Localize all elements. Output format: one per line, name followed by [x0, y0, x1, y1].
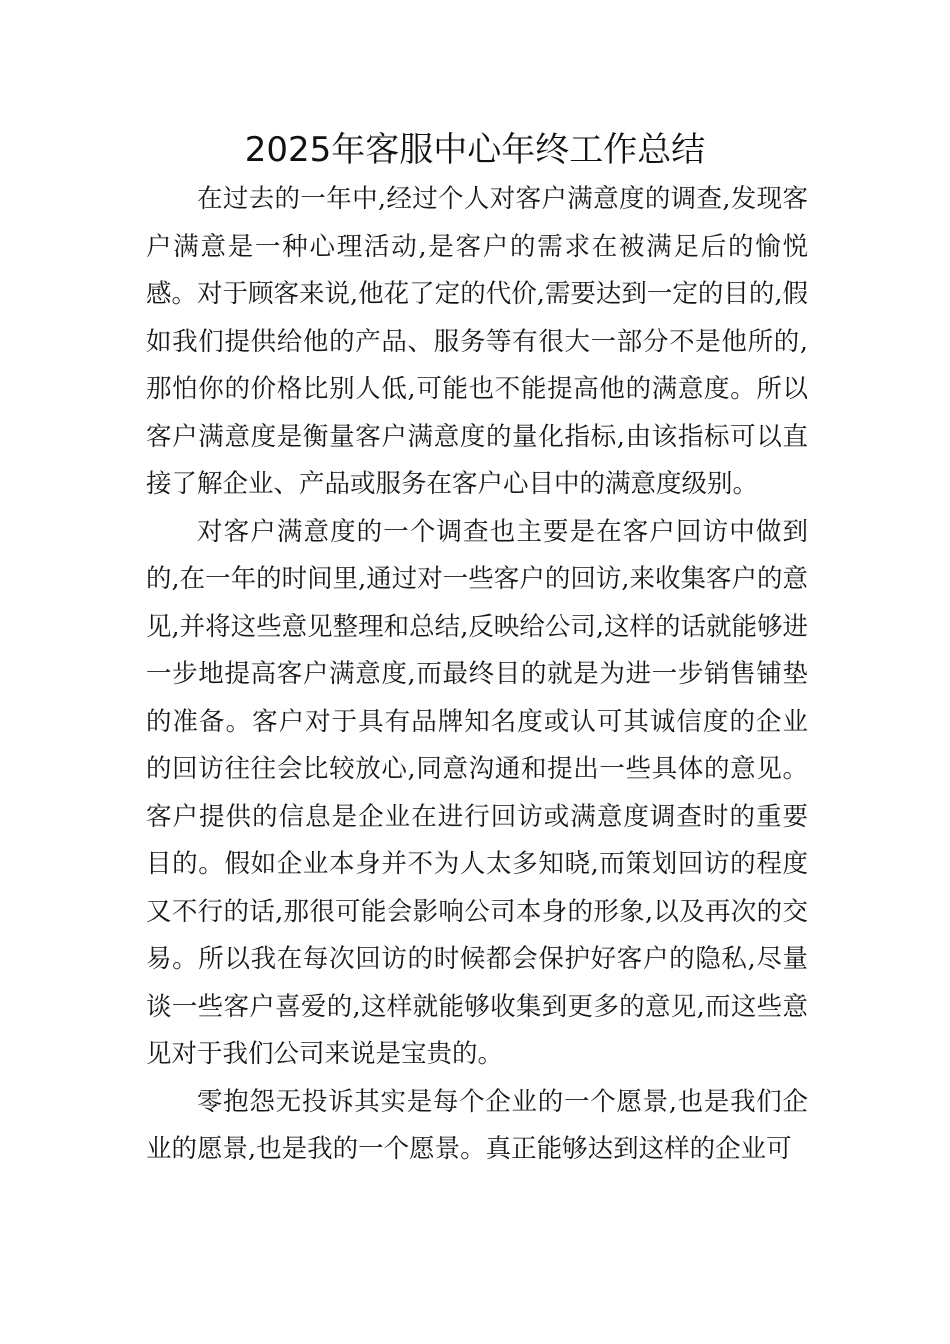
document-title: 2025年客服中心年终工作总结 [244, 130, 706, 170]
paragraph: 在过去的一年中,经过个人对客户满意度的调查,发现客户满意是一种心理活动,是客户的需求在被满足后的愉悦感。对于顾客来说,他花了定的代价,需要达到一定的目的,假如我们提供给他的产品、服务等有很大一部分不是他所的,那怕你的价格比别人低,可能也不能提高他的满意度。所以客户满意度是衡量客户满意度的量化指标,由该指标可以直接了解企业、产品或服务在客户心目中的满意度级别。 [146, 184, 808, 499]
paragraph: 对客户满意度的一个调查也主要是在客户回访中做到的,在一年的时间里,通过对一些客户的回访,来收集客户的意见,并将这些意见整理和总结,反映给公司,这样的话就能够进一步地提高客户满意度,而最终目的就是为进一步销售铺垫的准备。客户对于具有品牌知名度或认可其诚信度的企业的回访往往会比较放心,同意沟通和提出一些具体的意见。客户提供的信息是企业在进行回访或满意度调查时的重要目的。假如企业本身并不为人太多知晓,而策划回访的程度又不行的话,那很可能会影响公司本身的形象,以及再次的交易。所以我在每次回访的时候都会保护好客户的隐私,尽量谈一些客户喜爱的,这样就能够收集到更多的意见,而这些意见对于我们公司来说是宝贵的。 [146, 516, 808, 1069]
document-body [146, 176, 808, 1174]
paragraph: 零抱怨无投诉其实是每个企业的一个愿景,也是我们企业的愿景,也是我的一个愿景。真正能够达到这样的企业可 [146, 1086, 808, 1164]
